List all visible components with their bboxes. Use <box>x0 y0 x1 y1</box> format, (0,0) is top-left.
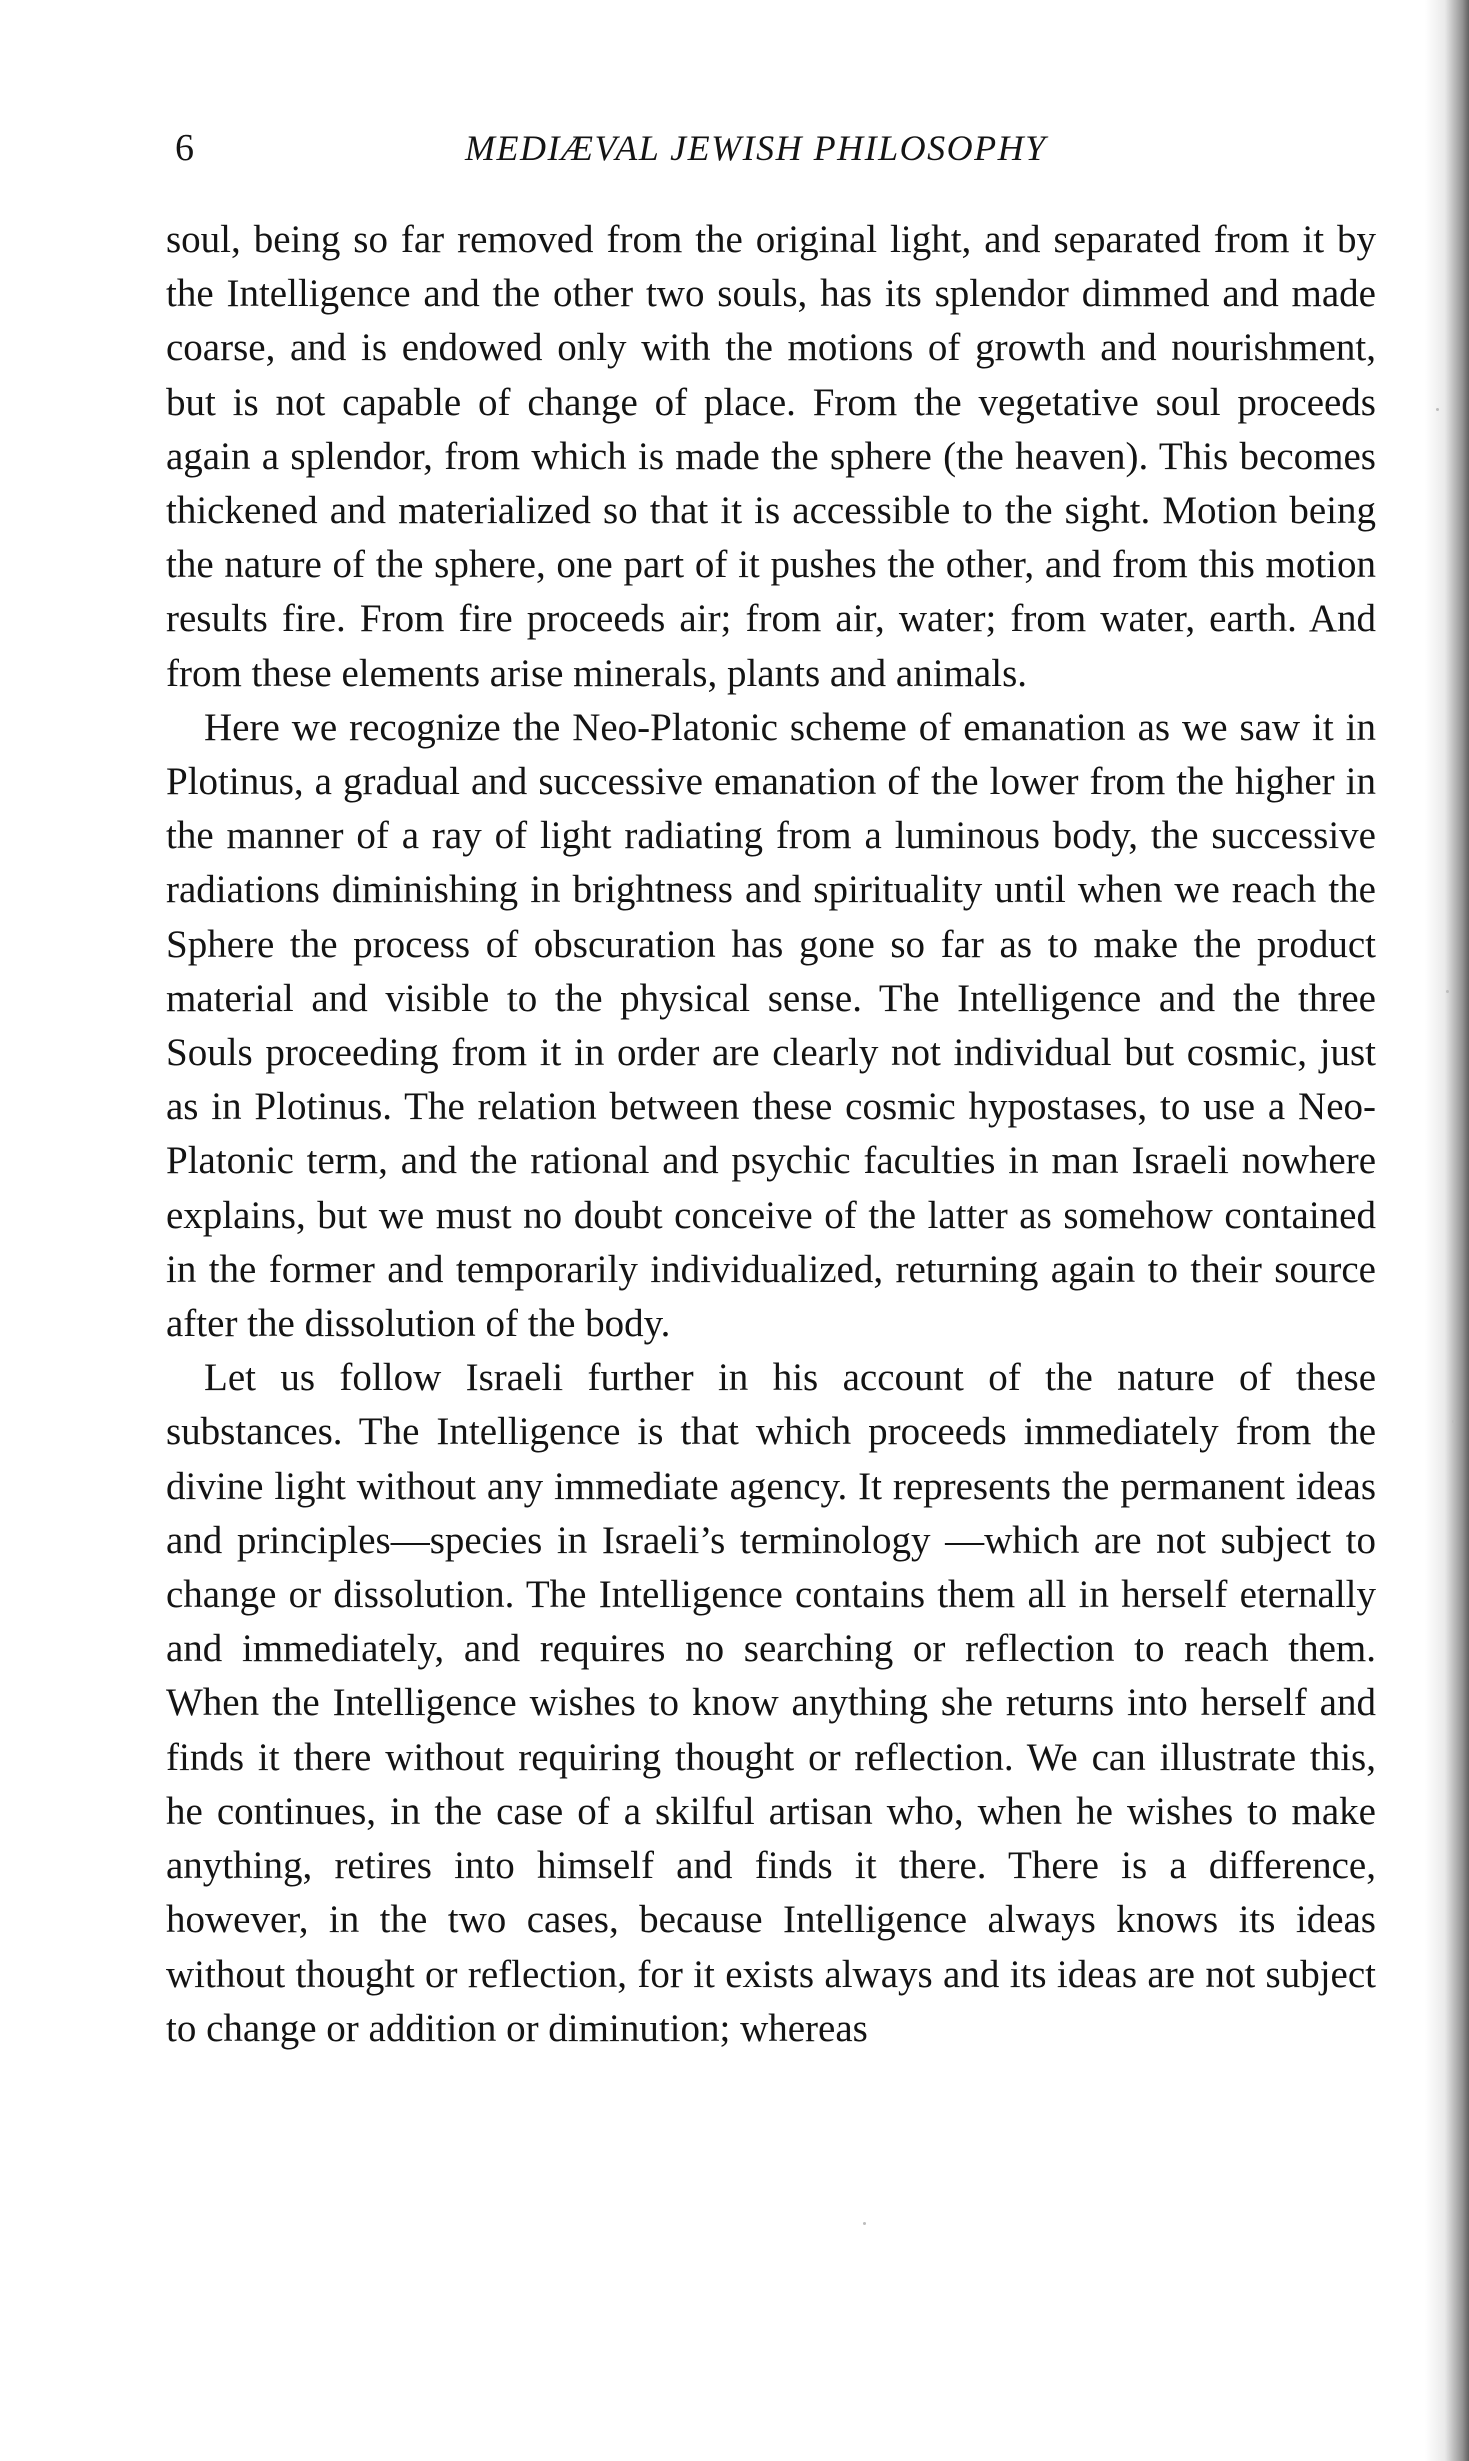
paragraph-continuation: soul, being so far removed from the original light, and separated from it by the Intelligence and the other two souls, has its splendor dimmed and made coarse, and is endowed only with the motions of growth and nourishment, but is not capable of change of place. From the vegetative soul proceeds again a splendor, from which is made the sphere (the heaven). This becomes thickened and materialized so that it is accessible to the sight. Motion being the nature of the sphere, one part of it pushes the other, and from this motion results fire. From fire proceeds air; from air, water; from water, earth. And from these elements arise minerals, plants and animals. <box>166 218 1376 695</box>
page-number: 6 <box>175 127 194 169</box>
scan-speck <box>1436 408 1439 411</box>
paragraph-neo-platonic-scheme: Here we recognize the Neo-Platonic scheme of emanation as we saw it in Plotinus, a gradual and successive emanation of the lower from the higher in the manner of a ray of light radiating from a luminous body, the successive radiations diminishing in brightness and spirituality until when we reach the Sphere the process of obscuration has gone so far as to make the product material and visible to the physical sense. The Intelligence and the three Souls proceeding from it in order are clearly not individual but cosmic, just as in Plotinus. The relation between these cosmic hypostases, to use a Neo-Platonic term, and the rational and psychic faculties in man Israeli nowhere explains, but we must no doubt conceive of the latter as somehow contained in the former and temporarily individualized, returning again to their source after the dissolution of the body. <box>166 705 1376 1346</box>
scan-speck <box>863 2222 866 2225</box>
paragraph-intelligence: Let us follow Israeli further in his account of the nature of these substances. The Intelligence is that which proceeds immediately from the divine light without any immediate agency. It represents the permanent ideas and principles—species in Israeli’s terminology —which are not subject to change or dissolution. The Intelligence contains them all in herself eternally and immediately, and requires no searching or reflection to reach them. When the Intelligence wishes to know anything she returns into herself and finds it there without requiring thought or reflection. We can illustrate this, he continues, in the case of a skilful artisan who, when he wishes to make anything, retires into himself and finds it there. There is a difference, however, in the two cases, because Intelligence always knows its ideas without thought or reflection, for it exists always and its ideas are not subject to change or addition or diminution; whereas <box>166 1356 1376 2050</box>
page-edge-shadow <box>1425 0 1469 2461</box>
running-head <box>175 118 1375 178</box>
running-title: MEDIÆVAL JEWISH PHILOSOPHY <box>465 128 1047 168</box>
scan-speck <box>1446 990 1449 993</box>
scan-speck <box>1452 1420 1455 1423</box>
body-text <box>166 213 1376 2056</box>
